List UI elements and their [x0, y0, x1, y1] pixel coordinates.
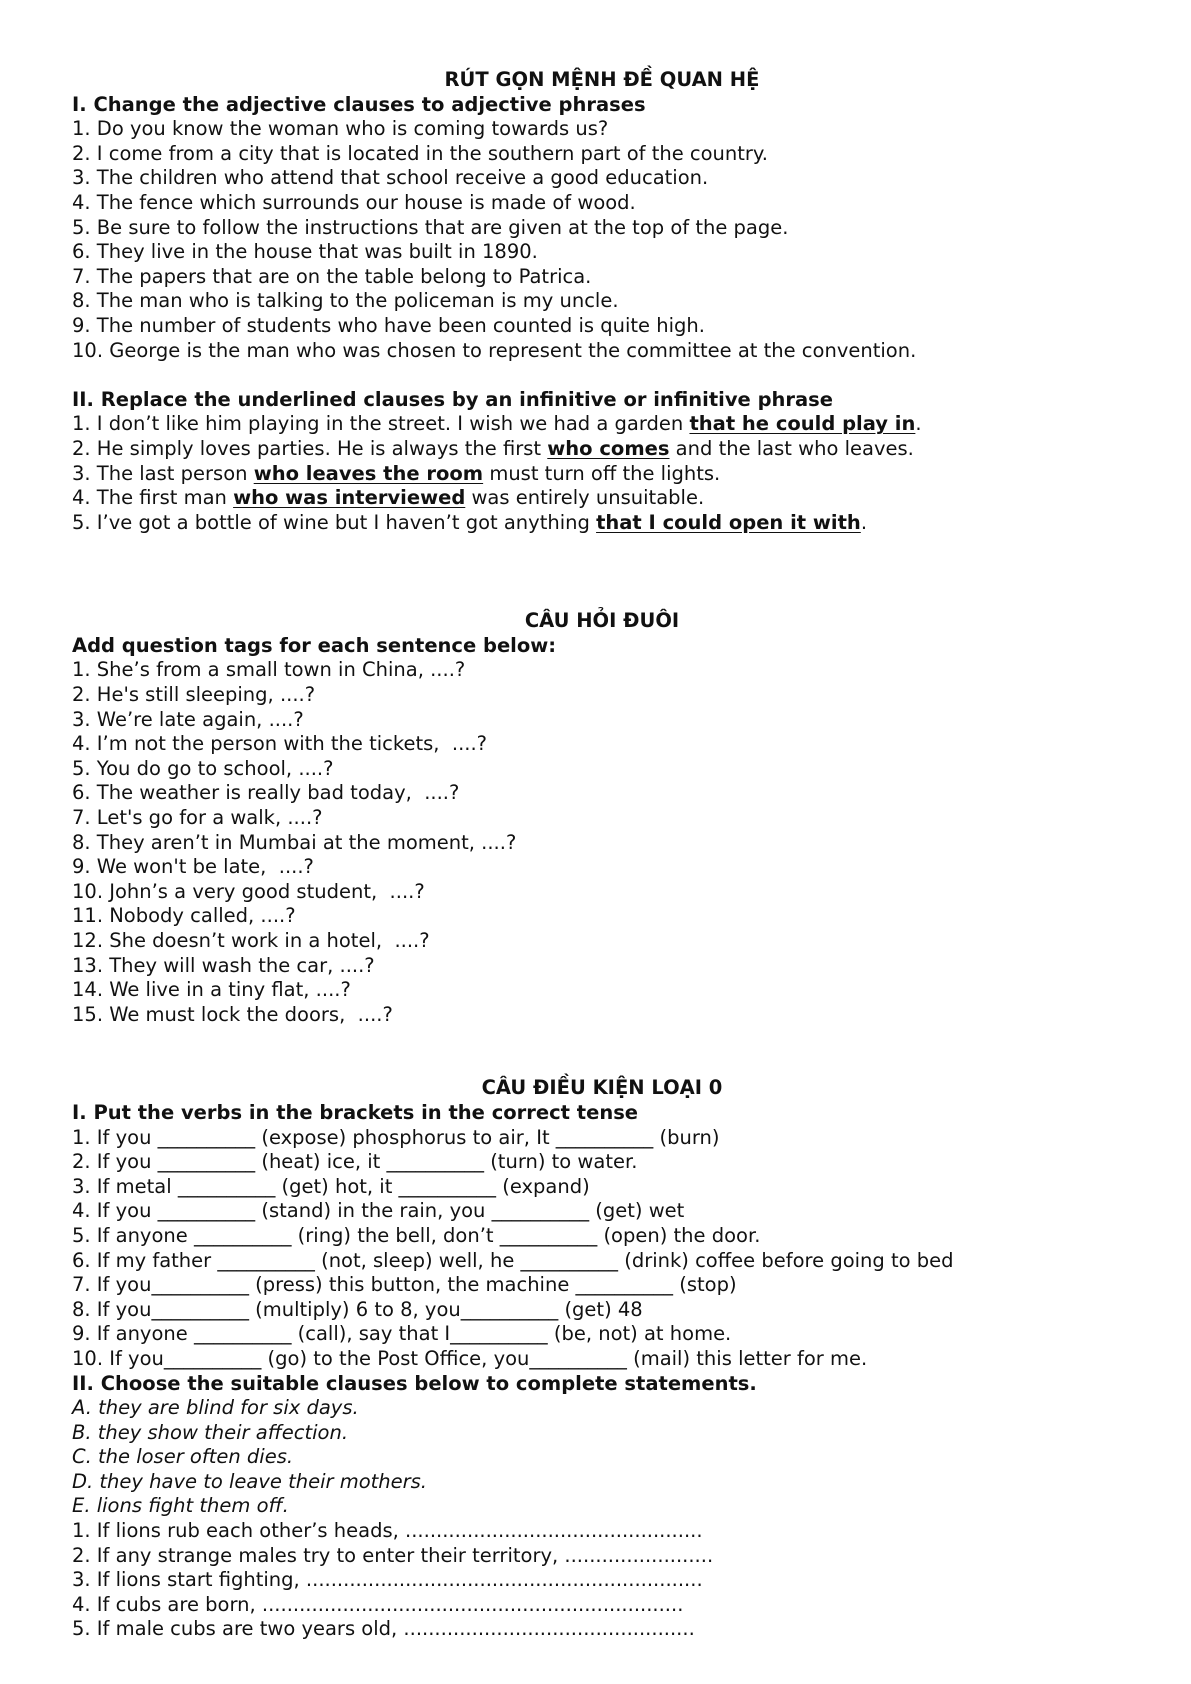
list-item — [72, 412, 1132, 437]
option-item: B. they show their affection. — [72, 1420, 349, 1444]
document-page — [72, 68, 1132, 1642]
item-text: must turn off the lights. — [483, 461, 721, 485]
list-item: 7. The papers that are on the table belong to Patrica. — [72, 264, 592, 288]
section3-options-list — [72, 1396, 1132, 1519]
list-item: 1. Do you know the woman who is coming towards us? — [72, 117, 609, 141]
item-text: was entirely unsuitable. — [465, 486, 705, 510]
item-text: 1. I don’t like him playing in the street. I wish we had a garden — [72, 412, 690, 436]
list-item: 3. If lions start fighting, ................................................................ — [72, 1568, 703, 1592]
section3-part1-heading: I. Put the verbs in the brackets in the correct tense — [72, 1100, 639, 1124]
list-item: 1. If lions rub each other’s heads, ................................................ — [72, 1519, 703, 1543]
section3-part2-list — [72, 1519, 1132, 1642]
list-item: 6. They live in the house that was built in 1890. — [72, 240, 538, 264]
list-item: 2. If you __________ (heat) ice, it __________ (turn) to water. — [72, 1150, 638, 1174]
list-item: 6. If my father __________ (not, sleep) well, he __________ (drink) coffee before going to bed — [72, 1248, 954, 1272]
list-item: 10. George is the man who was chosen to represent the committee at the convention. — [72, 338, 917, 362]
section1-part2-heading: II. Replace the underlined clauses by an infinitive or infinitive phrase — [72, 387, 834, 411]
list-item: 9. The number of students who have been counted is quite high. — [72, 313, 705, 337]
option-item: D. they have to leave their mothers. — [72, 1469, 428, 1493]
list-item: 4. The fence which surrounds our house is made of wood. — [72, 190, 636, 214]
list-item: 3. If metal __________ (get) hot, it __________ (expand) — [72, 1174, 590, 1198]
item-text: 2. He simply loves parties. He is always the first — [72, 436, 548, 460]
section3-title: CÂU ĐIỀU KIỆN LOẠI 0 — [481, 1076, 723, 1100]
list-item: 5. Be sure to follow the instructions that are given at the top of the page. — [72, 215, 789, 239]
list-item — [72, 511, 1132, 536]
list-item: 7. If you__________ (press) this button, the machine __________ (stop) — [72, 1273, 737, 1297]
item-text: 4. The first man — [72, 486, 234, 510]
option-item: C. the loser often dies. — [72, 1445, 294, 1469]
list-item: 6. The weather is really bad today, ....? — [72, 781, 460, 805]
underlined-clause: who leaves the room — [253, 461, 484, 485]
list-item: 10. If you__________ (go) to the Post Office, you__________ (mail) this letter for me. — [72, 1346, 868, 1370]
list-item: 14. We live in a tiny flat, ....? — [72, 978, 351, 1002]
list-item: 13. They will wash the car, ....? — [72, 953, 375, 977]
list-item: 4. I’m not the person with the tickets, ....? — [72, 732, 488, 756]
underlined-clause: that I could open it with — [596, 510, 861, 534]
list-item: 4. If cubs are born, .................................................................... — [72, 1592, 684, 1616]
section2-title: CÂU HỎI ĐUÔI — [524, 609, 680, 633]
item-text: . — [860, 510, 868, 534]
list-item: 9. If anyone __________ (call), say that I__________ (be, not) at home. — [72, 1322, 732, 1346]
list-item: 5. If male cubs are two years old, ............................................... — [72, 1617, 695, 1641]
list-item: 9. We won't be late, ....? — [72, 855, 314, 879]
list-item: 3. We’re late again, ....? — [72, 707, 304, 731]
option-item: A. they are blind for six days. — [72, 1396, 359, 1420]
list-item: 1. She’s from a small town in China, ....? — [72, 658, 466, 682]
section3-part1-list — [72, 1126, 1132, 1372]
underlined-clause: who comes — [547, 436, 670, 460]
section1-part1-list — [72, 117, 1132, 363]
list-item: 1. If you __________ (expose) phosphorus to air, It __________ (burn) — [72, 1125, 720, 1149]
list-item: 12. She doesn’t work in a hotel, ....? — [72, 929, 430, 952]
list-item: 8. If you__________ (multiply) 6 to 8, you__________ (get) 48 — [72, 1297, 643, 1321]
list-item: 11. Nobody called, ....? — [72, 904, 296, 928]
section2-heading: Add question tags for each sentence below: — [72, 633, 557, 657]
list-item: 5. You do go to school, ....? — [72, 756, 334, 780]
list-item: 2. If any strange males try to enter their territory, ........................ — [72, 1543, 714, 1567]
item-text: 5. I’ve got a bottle of wine but I haven’t got anything — [72, 510, 597, 534]
underlined-clause: that he could play in — [689, 412, 916, 436]
list-item — [72, 462, 1132, 487]
list-item: 10. John’s a very good student, ....? — [72, 879, 425, 903]
section2-list — [72, 658, 1132, 1027]
list-item: 2. He's still sleeping, ....? — [72, 683, 316, 707]
option-item: E. lions fight them off. — [72, 1494, 289, 1518]
list-item: 15. We must lock the doors, ....? — [72, 1002, 393, 1026]
list-item: 8. The man who is talking to the policeman is my uncle. — [72, 289, 619, 313]
list-item: 2. I come from a city that is located in the southern part of the country. — [72, 141, 768, 165]
section3-part2-heading: II. Choose the suitable clauses below to complete statements. — [72, 1371, 757, 1395]
underlined-clause: who was interviewed — [233, 486, 466, 510]
item-text: . — [915, 412, 922, 436]
item-text: and the last who leaves. — [669, 436, 914, 460]
item-text: 3. The last person — [72, 461, 254, 485]
list-item: 8. They aren’t in Mumbai at the moment, ....? — [72, 830, 517, 854]
list-item: 4. If you __________ (stand) in the rain, you __________ (get) wet — [72, 1199, 685, 1223]
section1-part1-heading: I. Change the adjective clauses to adjective phrases — [72, 92, 646, 116]
list-item — [72, 437, 1132, 462]
section1-part2-list — [72, 412, 1132, 535]
list-item: 3. The children who attend that school receive a good education. — [72, 166, 709, 190]
section1-title: RÚT GỌN MỆNH ĐỀ QUAN HỆ — [444, 68, 760, 91]
list-item — [72, 486, 1132, 511]
list-item: 5. If anyone __________ (ring) the bell, don’t __________ (open) the door. — [72, 1223, 761, 1247]
list-item: 7. Let's go for a walk, ....? — [72, 806, 323, 830]
